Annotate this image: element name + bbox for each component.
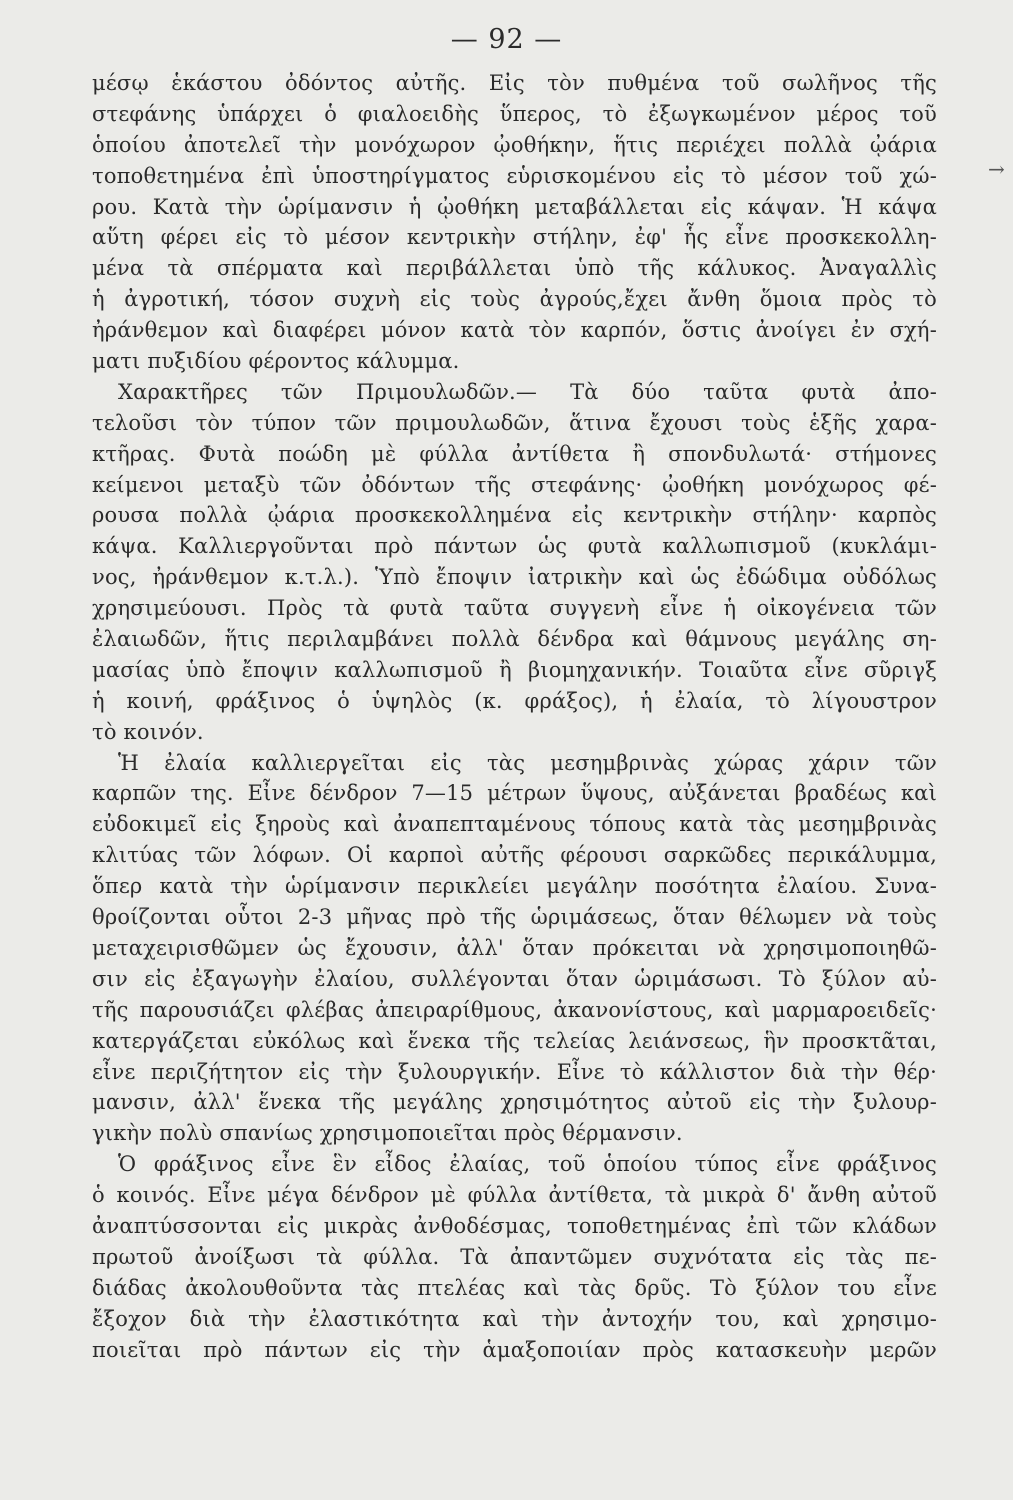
text-line: τῆς παρουσιάζει φλέβας ἀπειραρίθμους, ἀκανονίστους, καὶ μαρμαροειδεῖς· (92, 997, 937, 1022)
text-line: γικὴν πολὺ σπανίως χρησιμοποιεῖται πρὸς θέρμανσιν. (92, 1121, 683, 1146)
text-line: ποιεῖται πρὸ πάντων εἰς τὴν ἁμαξοποιίαν πρὸς κατασκευὴν μερῶν (92, 1337, 937, 1362)
text-line: ἔξοχον διὰ τὴν ἐλαστικότητα καὶ τὴν ἀντοχήν του, καὶ χρησιμο- (92, 1306, 937, 1331)
text-line: Ἡ ἐλαία καλλιεργεῖται εἰς τὰς μεσημβρινὰς χώρας χάριν τῶν (118, 750, 937, 775)
text-line: μασίας ὑπὸ ἔποψιν καλλωπισμοῦ ἢ βιομηχανικήν. Τοιαῦτα εἶνε σῦριγξ (92, 657, 937, 682)
text-line: εὐδοκιμεῖ εἰς ξηροὺς καὶ ἀναπεπταμένους τόπους κατὰ τὰς μεσημβρινὰς (92, 812, 937, 837)
text-line: ρουσα πολλὰ ᾠάρια προσκεκολλημένα εἰς κεντρικὴν στήλην· καρπὸς (92, 503, 937, 528)
text-line: νος, ἠράνθεμον κ.τ.λ.). Ὑπὸ ἔποψιν ἰατρικὴν καὶ ὡς ἐδώδιμα οὐδόλως (92, 565, 937, 590)
text-line: κατεργάζεται εὐκόλως καὶ ἕνεκα τῆς τελείας λειάνσεως, ἣν προσκτᾶται, (92, 1028, 937, 1053)
text-line: μεταχειρισθῶμεν ὡς ἔχουσιν, ἀλλ' ὅταν πρόκειται νὰ χρησιμοποιηθῶ- (92, 935, 937, 960)
text-line: κτῆρας. Φυτὰ ποώδη μὲ φύλλα ἀντίθετα ἢ σπονδυλωτά· στήμονες (92, 441, 937, 466)
text-line: Ὁ φράξινος εἶνε ἓν εἶδος ἐλαίας, τοῦ ὁποίου τύπος εἶνε φράξινος (118, 1152, 937, 1177)
text-line: στεφάνης ὑπάρχει ὁ φιαλοειδὴς ὕπερος, τὸ ἐξωγκωμένον μέρος τοῦ (92, 101, 937, 126)
text-line: διάδας ἀκολουθοῦντα τὰς πτελέας καὶ τὰς δρῦς. Τὸ ξύλον του εἶνε (92, 1275, 937, 1300)
text-line: μένα τὰ σπέρματα καὶ περιβάλλεται ὑπὸ τῆς κάλυκος. Ἀναγαλλὶς (92, 256, 937, 281)
text-line: ἀναπτύσσονται εἰς μικρὰς ἀνθοδέσμας, τοποθετημένας ἐπὶ τῶν κλάδων (92, 1213, 937, 1238)
text-line: πρωτοῦ ἀνοίξωσι τὰ φύλλα. Τὰ ἀπαντῶμεν συχνότατα εἰς τὰς πε- (92, 1244, 937, 1269)
text-line: τοποθετημένα ἐπὶ ὑποστηρίγματος εὑρισκομένου εἰς τὸ μέσον τοῦ χώ- (92, 163, 937, 188)
margin-mark-icon: → (988, 157, 1005, 181)
text-line: ἡ κοινή, φράξινος ὁ ὑψηλὸς (κ. φράξος), ἡ ἐλαία, τὸ λίγουστρον (92, 688, 937, 713)
text-line: μέσῳ ἑκάστου ὀδόντος αὐτῆς. Εἰς τὸν πυθμένα τοῦ σωλῆνος τῆς (92, 71, 937, 95)
text-line: κλιτύας τῶν λόφων. Οἱ καρποὶ αὐτῆς φέρουσι σαρκῶδες περικάλυμμα, (92, 843, 937, 868)
text-line: εἶνε περιζήτητον εἰς τὴν ξυλουργικήν. Εἶνε τὸ κάλλιστον διὰ τὴν θέρ· (92, 1059, 937, 1084)
text-line: κάψα. Καλλιεργοῦνται πρὸ πάντων ὡς φυτὰ καλλωπισμοῦ (κυκλάμι- (92, 534, 937, 559)
text-line: τελοῦσι τὸν τύπον τῶν πριμουλωδῶν, ἅτινα ἔχουσι τοὺς ἑξῆς χαρα- (92, 410, 937, 435)
text-line: ὁ κοινός. Εἶνε μέγα δένδρον μὲ φύλλα ἀντίθετα, τὰ μικρὰ δ' ἄνθη αὐτοῦ (92, 1183, 937, 1208)
text-line: αὕτη φέρει εἰς τὸ μέσον κεντρικὴν στήλην, ἐφ' ἧς εἶνε προσκεκολλη- (92, 225, 937, 250)
text-line: ματι πυξιδίου φέροντος κάλυμμα. (92, 349, 460, 374)
text-line: ὅπερ κατὰ τὴν ὡρίμανσιν περικλείει μεγάλην ποσότητα ἐλαίου. Συνα- (92, 874, 937, 899)
text-line: τὸ κοινόν. (92, 719, 204, 744)
text-line: σιν εἰς ἐξαγωγὴν ἐλαίου, συλλέγονται ὅταν ὡριμάσωσι. Τὸ ξύλον αὐ- (92, 966, 937, 991)
text-line: χρησιμεύουσι. Πρὸς τὰ φυτὰ ταῦτα συγγενὴ εἶνε ἡ οἰκογένεια τῶν (92, 596, 937, 621)
text-line: θροίζονται οὗτοι 2-3 μῆνας πρὸ τῆς ὡριμάσεως, ὅταν θέλωμεν νὰ τοὺς (92, 905, 937, 930)
text-line: ἐλαιωδῶν, ἥτις περιλαμβάνει πολλὰ δένδρα καὶ θάμνους μεγάλης ση- (92, 627, 937, 652)
page-number: — 92 — (450, 24, 563, 55)
text-line: καρπῶν της. Εἶνε δένδρον 7—15 μέτρων ὕψους, αὐξάνεται βραδέως καὶ (92, 781, 937, 806)
text-line: ὁποίου ἀποτελεῖ τὴν μονόχωρον ᾠοθήκην, ἥτις περιέχει πολλὰ ᾠάρια (92, 132, 937, 157)
text-line: κείμενοι μεταξὺ τῶν ὀδόντων τῆς στεφάνης· ᾠοθήκη μονόχωρος φέ- (92, 472, 937, 497)
text-line: ρου. Κατὰ τὴν ὡρίμανσιν ἡ ᾠοθήκη μεταβάλλεται εἰς κάψαν. Ἡ κάψα (92, 194, 937, 219)
text-line: μανσιν, ἀλλ' ἕνεκα τῆς μεγάλης χρησιμότητος αὐτοῦ εἰς τὴν ξυλουρ- (92, 1090, 937, 1115)
text-line: ἠράνθεμον καὶ διαφέρει μόνον κατὰ τὸν καρπόν, ὅστις ἀνοίγει ἐν σχή- (92, 318, 937, 343)
section-heading-line: Χαρακτῆρες τῶν Πριμουλωδῶν.— Τὰ δύο ταῦτα φυτὰ ἀπο- (118, 379, 937, 404)
text-line: ἡ ἀγροτική, τόσον συχνὴ εἰς τοὺς ἀγρούς,ἔχει ἄνθη ὅμοια πρὸς τὸ (92, 287, 937, 312)
body-text (92, 68, 937, 1365)
